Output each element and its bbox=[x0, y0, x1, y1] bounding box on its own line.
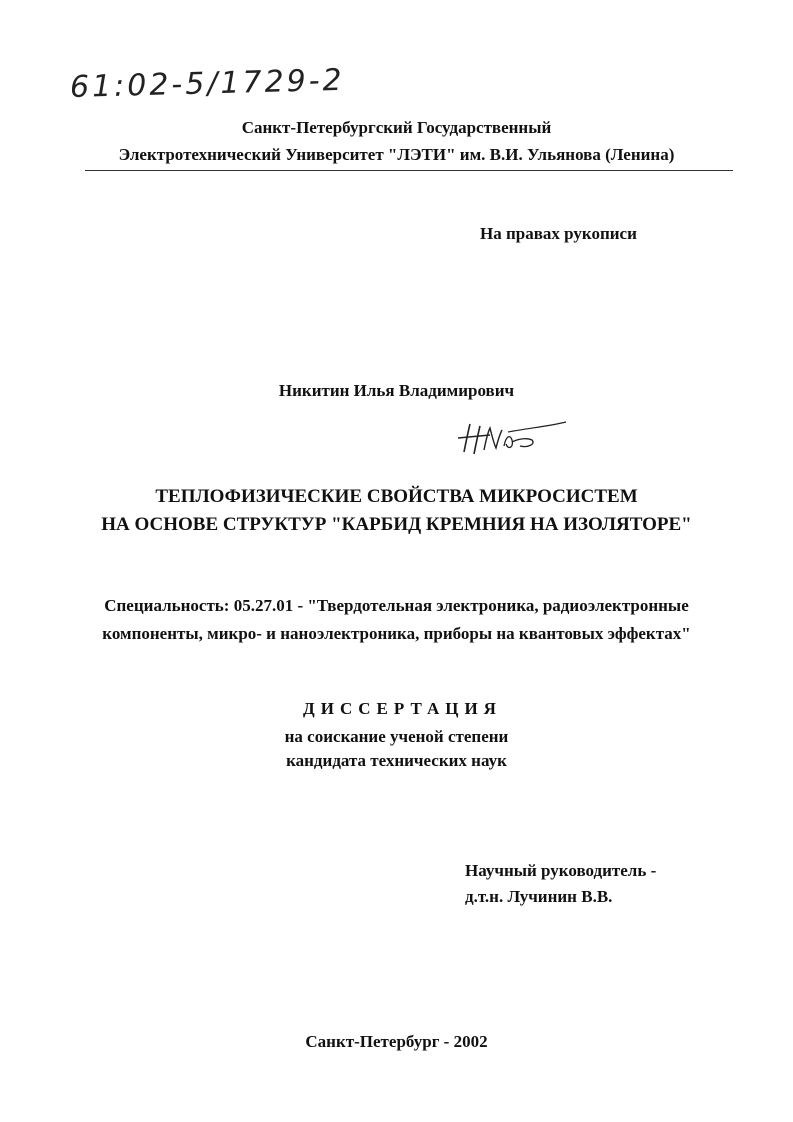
degree-line-2: кандидата технических наук bbox=[286, 751, 507, 770]
city-year: Санкт-Петербург - 2002 bbox=[305, 1032, 488, 1051]
archive-code-handwritten: 61:02-5/1729-2 bbox=[69, 62, 346, 105]
dissertation-title-line-2: НА ОСНОВЕ СТРУКТУР "КАРБИД КРЕМНИЯ НА ИЗОЛЯТОРЕ" bbox=[101, 514, 692, 535]
institution-line-2: Электротехнический Университет "ЛЭТИ" им. В.И. Ульянова (Ленина) bbox=[118, 145, 675, 164]
institution-line-1: Санкт-Петербургский Государственный bbox=[241, 118, 552, 137]
supervisor-label: Научный руководитель - bbox=[465, 861, 657, 880]
signature-drawing bbox=[450, 418, 570, 464]
dissertation-heading: ДИССЕРТАЦИЯ bbox=[303, 699, 502, 718]
specialty-line-2: компоненты, микро- и наноэлектроника, приборы на квантовых эффектах" bbox=[102, 624, 691, 643]
author-name: Никитин Илья Владимирович bbox=[278, 381, 515, 400]
manuscript-rights-label: На правах рукописи bbox=[480, 224, 637, 243]
author-signature bbox=[450, 418, 570, 469]
supervisor-name: д.т.н. Лучинин В.В. bbox=[465, 887, 613, 906]
specialty-line-1: Специальность: 05.27.01 - "Твердотельная электроника, радиоэлектронные bbox=[104, 596, 689, 615]
degree-line-1: на соискание ученой степени bbox=[284, 727, 509, 746]
dissertation-title-line-1: ТЕПЛОФИЗИЧЕСКИЕ СВОЙСТВА МИКРОСИСТЕМ bbox=[155, 486, 638, 507]
header-divider bbox=[85, 170, 733, 171]
